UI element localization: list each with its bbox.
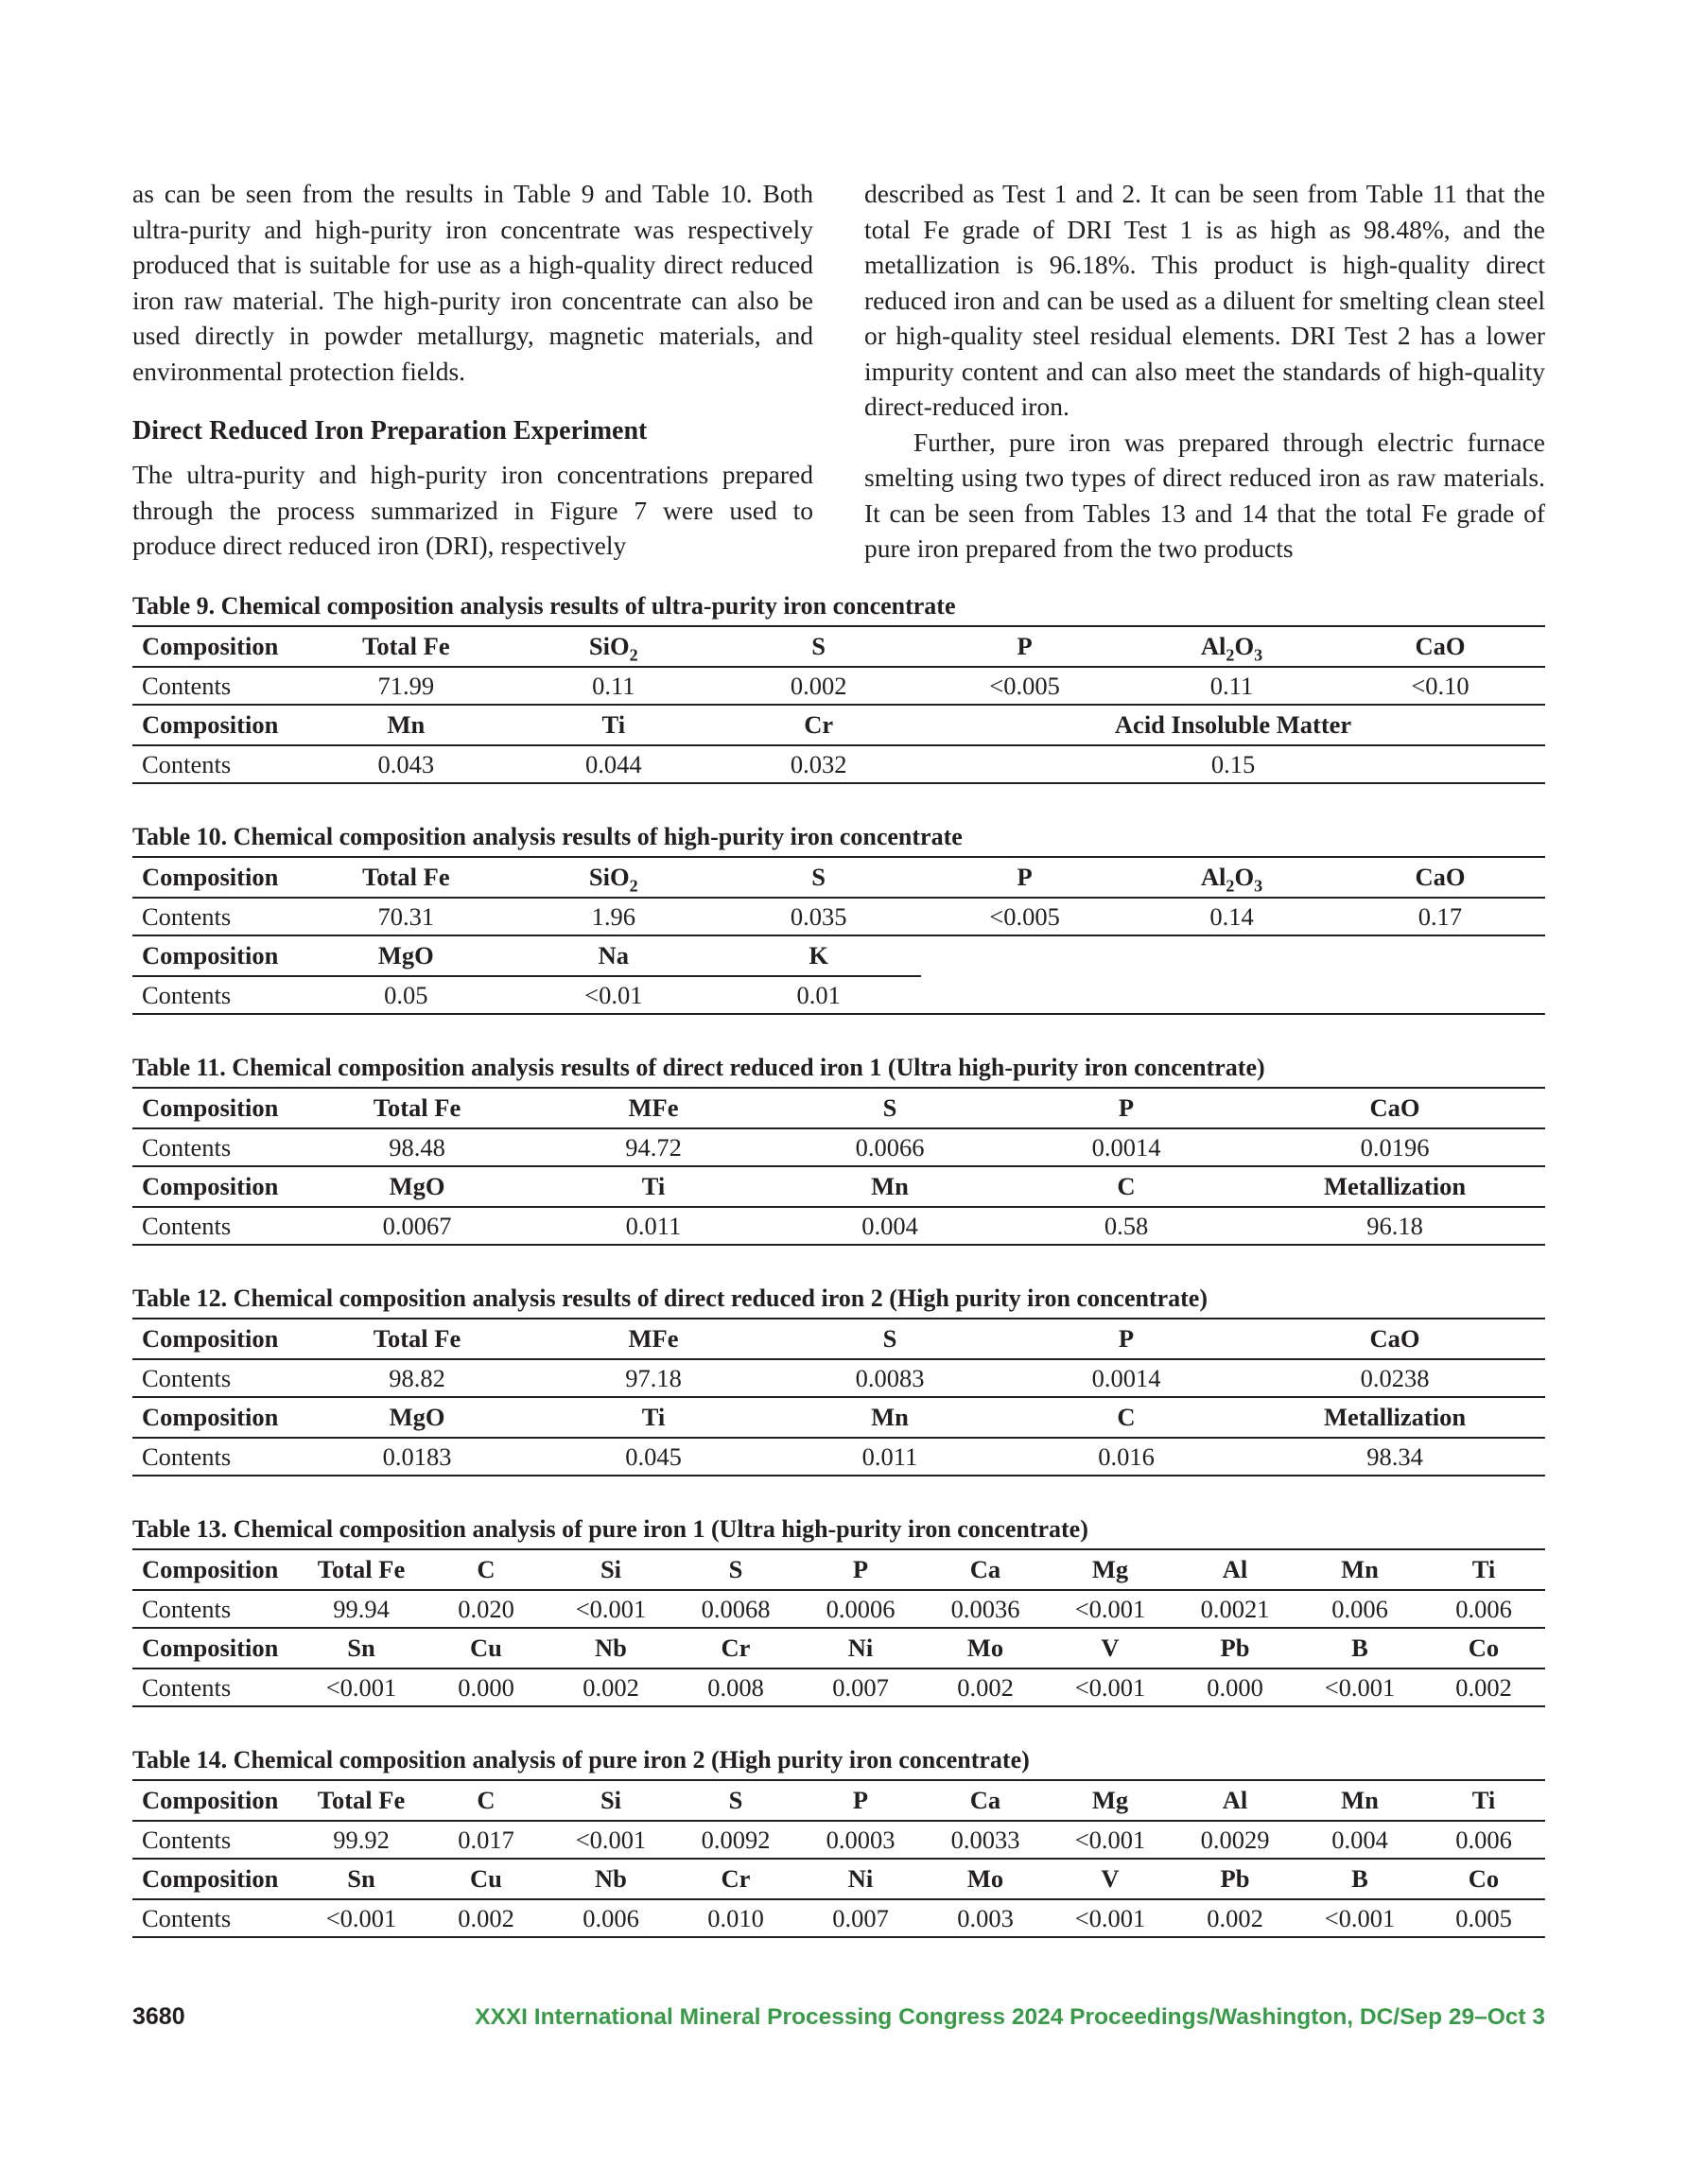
row-label: Composition bbox=[132, 1780, 299, 1821]
table-cell: 0.11 bbox=[1128, 667, 1335, 705]
column-header: Co bbox=[1422, 1628, 1545, 1669]
table-header-row bbox=[132, 1319, 1545, 1359]
table-cell: 0.01 bbox=[716, 976, 921, 1014]
table-cell: <0.001 bbox=[299, 1669, 424, 1706]
column-header: Total Fe bbox=[299, 1549, 424, 1590]
page-number: 3680 bbox=[132, 2003, 185, 2030]
column-header: Ni bbox=[798, 1859, 923, 1899]
column-header: Ni bbox=[798, 1628, 923, 1669]
column-header: C bbox=[424, 1549, 548, 1590]
table-header-row bbox=[132, 935, 1545, 976]
table-cell: 0.0029 bbox=[1173, 1821, 1297, 1859]
table-cell: <0.10 bbox=[1335, 667, 1545, 705]
table-cell: <0.01 bbox=[511, 976, 716, 1014]
column-header: SiO$_2$ bbox=[511, 857, 716, 898]
table-row bbox=[132, 1590, 1545, 1628]
table-header-row bbox=[132, 1166, 1545, 1207]
table-header-row bbox=[132, 1549, 1545, 1590]
column-header: Total Fe bbox=[299, 1319, 535, 1359]
table-cell: 71.99 bbox=[301, 667, 511, 705]
table-cell: 0.008 bbox=[673, 1669, 798, 1706]
table-cell: 0.0067 bbox=[299, 1207, 535, 1245]
column-header: Mo bbox=[923, 1628, 1048, 1669]
table-cell: 0.0196 bbox=[1244, 1128, 1545, 1166]
table-cell: 0.05 bbox=[301, 976, 511, 1014]
column-header: Ti bbox=[511, 705, 716, 745]
column-header: Pb bbox=[1173, 1859, 1297, 1899]
row-label: Composition bbox=[132, 1397, 299, 1438]
column-header: Ti bbox=[535, 1397, 772, 1438]
column-header: Ca bbox=[923, 1549, 1048, 1590]
data-table bbox=[132, 1548, 1545, 1707]
column-header: Acid Insoluble Matter bbox=[921, 705, 1545, 745]
table-cell: <0.005 bbox=[921, 667, 1128, 705]
table-cell: <0.001 bbox=[548, 1590, 673, 1628]
table-cell: 0.0036 bbox=[923, 1590, 1048, 1628]
column-header: MgO bbox=[299, 1397, 535, 1438]
table-cell: 0.11 bbox=[511, 667, 716, 705]
column-header: $Al_2O_3$ bbox=[1128, 626, 1335, 667]
column-header: Cr bbox=[673, 1628, 798, 1669]
table-cell: 0.006 bbox=[1422, 1590, 1545, 1628]
table-cell: 0.17 bbox=[1335, 898, 1545, 935]
table-cell: <0.001 bbox=[1048, 1821, 1173, 1859]
column-header: B bbox=[1297, 1628, 1422, 1669]
column-header: Mn bbox=[772, 1397, 1008, 1438]
column-header: Ca bbox=[923, 1780, 1048, 1821]
table-header-row bbox=[132, 1628, 1545, 1669]
body-paragraph: described as Test 1 and 2. It can be seen from Table 11 that the total Fe grade of DRI Test 1 is as high as 98.48%, and the metallization is 96.18%. This product is high-quality direct reduced iron and can be used as a diluent for smelting clean steel or high-quality steel residual elements. DRI Test 2 has a lower impurity content and can also meet the standards of high-quality direct-reduced iron. bbox=[864, 179, 1545, 421]
table-cell: 0.006 bbox=[1422, 1821, 1545, 1859]
table-cell: 70.31 bbox=[301, 898, 511, 935]
column-header: MFe bbox=[535, 1088, 772, 1128]
table-cell: 0.032 bbox=[716, 745, 921, 783]
table-cell: 98.82 bbox=[299, 1359, 535, 1397]
right-column bbox=[864, 176, 1545, 567]
column-header: C bbox=[424, 1780, 548, 1821]
column-header: Metallization bbox=[1244, 1166, 1545, 1207]
table-cell: <0.005 bbox=[921, 898, 1128, 935]
empty-cell bbox=[1128, 935, 1335, 976]
row-label: Contents bbox=[132, 1590, 299, 1628]
table-cell: <0.001 bbox=[548, 1821, 673, 1859]
table-cell: 0.004 bbox=[772, 1207, 1008, 1245]
column-header: P bbox=[798, 1549, 923, 1590]
table-cell: 0.003 bbox=[923, 1899, 1048, 1937]
table-cell: <0.001 bbox=[1048, 1669, 1173, 1706]
table-cell: 0.002 bbox=[548, 1669, 673, 1706]
column-header: P bbox=[921, 857, 1128, 898]
section-heading: Direct Reduced Iron Preparation Experiment bbox=[132, 416, 648, 446]
column-header: Mn bbox=[772, 1166, 1008, 1207]
table-header-row bbox=[132, 1088, 1545, 1128]
table-header-row bbox=[132, 705, 1545, 745]
column-header: MgO bbox=[301, 935, 511, 976]
table-cell bbox=[1335, 976, 1545, 1014]
table-cell: 0.0092 bbox=[673, 1821, 798, 1859]
row-label: Contents bbox=[132, 976, 301, 1014]
table-row bbox=[132, 1359, 1545, 1397]
table-row bbox=[132, 1669, 1545, 1706]
column-header: Si bbox=[548, 1780, 673, 1821]
row-label: Composition bbox=[132, 935, 301, 976]
table-row bbox=[132, 1438, 1545, 1476]
data-table bbox=[132, 1779, 1545, 1938]
table-cell: 0.007 bbox=[798, 1899, 923, 1937]
row-label: Contents bbox=[132, 667, 301, 705]
table-header-row bbox=[132, 626, 1545, 667]
table-cell: 0.035 bbox=[716, 898, 921, 935]
row-label: Composition bbox=[132, 1088, 299, 1128]
table-cell bbox=[1128, 976, 1335, 1014]
table-12 bbox=[132, 1284, 1545, 1476]
table-row bbox=[132, 1128, 1545, 1166]
left-column bbox=[132, 176, 813, 567]
column-header: P bbox=[921, 626, 1128, 667]
column-header: B bbox=[1297, 1859, 1422, 1899]
table-row bbox=[132, 898, 1545, 935]
row-label: Composition bbox=[132, 1628, 299, 1669]
body-paragraph: Further, pure iron was prepared through electric furnace smelting using two types of direct reduced iron as raw materials. It can be seen from Tables 13 and 14 that the total Fe grade of pure iron prepared from the two products bbox=[864, 427, 1545, 563]
column-header: Mn bbox=[1297, 1780, 1422, 1821]
table-cell: 0.002 bbox=[716, 667, 921, 705]
table-cell: 0.002 bbox=[923, 1669, 1048, 1706]
table-cell: 0.0183 bbox=[299, 1438, 535, 1476]
column-header: Ti bbox=[535, 1166, 772, 1207]
row-label: Composition bbox=[132, 705, 301, 745]
data-table bbox=[132, 1318, 1545, 1476]
column-header: Metallization bbox=[1244, 1397, 1545, 1438]
column-header: Total Fe bbox=[299, 1780, 424, 1821]
row-label: Contents bbox=[132, 898, 301, 935]
table-cell: 0.14 bbox=[1128, 898, 1335, 935]
data-table bbox=[132, 856, 1545, 1015]
table-row bbox=[132, 1899, 1545, 1937]
table-cell: 0.0068 bbox=[673, 1590, 798, 1628]
row-label: Composition bbox=[132, 1549, 299, 1590]
row-label: Composition bbox=[132, 857, 301, 898]
column-header: CaO bbox=[1244, 1088, 1545, 1128]
table-caption: Table 11. Chemical composition analysis results of direct reduced iron 1 (Ultra high-purity iron concentrate) bbox=[132, 1053, 1265, 1081]
column-header: Ti bbox=[1422, 1780, 1545, 1821]
column-header: MgO bbox=[299, 1166, 535, 1207]
column-header: S bbox=[716, 626, 921, 667]
table-cell: <0.001 bbox=[1048, 1590, 1173, 1628]
column-header: S bbox=[673, 1780, 798, 1821]
table-cell: 0.0033 bbox=[923, 1821, 1048, 1859]
column-header: S bbox=[716, 857, 921, 898]
column-header: S bbox=[772, 1088, 1008, 1128]
table-header-row bbox=[132, 1780, 1545, 1821]
column-header: S bbox=[772, 1319, 1008, 1359]
table-cell: 0.010 bbox=[673, 1899, 798, 1937]
column-header: Ti bbox=[1422, 1549, 1545, 1590]
table-cell: 0.004 bbox=[1297, 1821, 1422, 1859]
row-label: Composition bbox=[132, 1166, 299, 1207]
table-cell: 0.043 bbox=[301, 745, 511, 783]
column-header: Al bbox=[1173, 1780, 1297, 1821]
column-header: Nb bbox=[548, 1859, 673, 1899]
table-cell: 99.92 bbox=[299, 1821, 424, 1859]
table-caption: Table 12. Chemical composition analysis results of direct reduced iron 2 (High purity iron concentrate) bbox=[132, 1284, 1209, 1312]
column-header: Total Fe bbox=[301, 857, 511, 898]
column-header: Sn bbox=[299, 1859, 424, 1899]
table-11 bbox=[132, 1053, 1545, 1246]
column-header: Mg bbox=[1048, 1780, 1173, 1821]
tables-section bbox=[132, 591, 1545, 1938]
table-cell: 0.044 bbox=[511, 745, 716, 783]
column-header: C bbox=[1008, 1166, 1244, 1207]
column-header: Mg bbox=[1048, 1549, 1173, 1590]
table-13 bbox=[132, 1514, 1545, 1707]
table-cell: 0.006 bbox=[1297, 1590, 1422, 1628]
column-header: Pb bbox=[1173, 1628, 1297, 1669]
table-cell: 0.0238 bbox=[1244, 1359, 1545, 1397]
empty-cell bbox=[921, 935, 1128, 976]
column-header: Cu bbox=[424, 1859, 548, 1899]
row-label: Composition bbox=[132, 1859, 299, 1899]
table-caption: Table 10. Chemical composition analysis results of high-purity iron concentrate bbox=[132, 822, 963, 850]
column-header: Nb bbox=[548, 1628, 673, 1669]
table-cell: 0.0003 bbox=[798, 1821, 923, 1859]
column-header: C bbox=[1008, 1397, 1244, 1438]
body-paragraph: The ultra-purity and high-purity iron concentrations prepared through the process summarized in Figure 7 were used to produce direct reduced iron (DRI), respectively bbox=[132, 460, 813, 560]
table-cell: 0.045 bbox=[535, 1438, 772, 1476]
row-label: Composition bbox=[132, 1319, 299, 1359]
table-caption: Table 9. Chemical composition analysis results of ultra-purity iron concentrate bbox=[132, 591, 956, 620]
table-header-row bbox=[132, 1859, 1545, 1899]
table-cell: 0.011 bbox=[772, 1438, 1008, 1476]
table-row bbox=[132, 976, 1545, 1014]
table-10 bbox=[132, 822, 1545, 1015]
column-header: P bbox=[1008, 1319, 1244, 1359]
table-cell: 0.016 bbox=[1008, 1438, 1244, 1476]
row-label: Contents bbox=[132, 1207, 299, 1245]
column-header: Al bbox=[1173, 1549, 1297, 1590]
table-cell: 0.000 bbox=[1173, 1669, 1297, 1706]
data-table bbox=[132, 1087, 1545, 1246]
table-cell: 98.48 bbox=[299, 1128, 535, 1166]
table-cell: 0.0014 bbox=[1008, 1359, 1244, 1397]
column-header: Co bbox=[1422, 1859, 1545, 1899]
table-cell: 0.002 bbox=[424, 1899, 548, 1937]
row-label: Contents bbox=[132, 1128, 299, 1166]
table-cell: <0.001 bbox=[1048, 1899, 1173, 1937]
table-caption: Table 13. Chemical composition analysis of pure iron 1 (Ultra high-purity iron concentrate) bbox=[132, 1514, 1088, 1543]
table-cell: <0.001 bbox=[299, 1899, 424, 1937]
table-row bbox=[132, 745, 1545, 783]
row-label: Contents bbox=[132, 745, 301, 783]
page-content bbox=[132, 176, 1545, 1938]
column-header: Sn bbox=[299, 1628, 424, 1669]
table-cell: <0.001 bbox=[1297, 1669, 1422, 1706]
column-header: V bbox=[1048, 1859, 1173, 1899]
column-header: P bbox=[798, 1780, 923, 1821]
column-header: Na bbox=[511, 935, 716, 976]
table-cell: 1.96 bbox=[511, 898, 716, 935]
table-cell: 0.58 bbox=[1008, 1207, 1244, 1245]
table-cell: 0.0021 bbox=[1173, 1590, 1297, 1628]
table-row bbox=[132, 1207, 1545, 1245]
column-header: SiO$_2$ bbox=[511, 626, 716, 667]
table-cell bbox=[921, 976, 1128, 1014]
column-header: K bbox=[716, 935, 921, 976]
table-cell: 0.005 bbox=[1422, 1899, 1545, 1937]
column-header: Si bbox=[548, 1549, 673, 1590]
table-cell: 98.34 bbox=[1244, 1438, 1545, 1476]
table-14 bbox=[132, 1745, 1545, 1938]
column-header: Mn bbox=[1297, 1549, 1422, 1590]
table-cell: 0.020 bbox=[424, 1590, 548, 1628]
column-header: Cr bbox=[673, 1859, 798, 1899]
table-cell: <0.001 bbox=[1297, 1899, 1422, 1937]
table-cell: 0.0083 bbox=[772, 1359, 1008, 1397]
table-cell: 0.002 bbox=[1422, 1669, 1545, 1706]
table-cell: 0.011 bbox=[535, 1207, 772, 1245]
row-label: Contents bbox=[132, 1359, 299, 1397]
table-cell: 0.0014 bbox=[1008, 1128, 1244, 1166]
column-header: CaO bbox=[1244, 1319, 1545, 1359]
column-header: Cr bbox=[716, 705, 921, 745]
table-cell: 97.18 bbox=[535, 1359, 772, 1397]
column-header: CaO bbox=[1335, 626, 1545, 667]
table-cell: 0.15 bbox=[921, 745, 1545, 783]
column-header: V bbox=[1048, 1628, 1173, 1669]
table-row bbox=[132, 667, 1545, 705]
data-table bbox=[132, 625, 1545, 784]
column-header: Cu bbox=[424, 1628, 548, 1669]
column-header: Mo bbox=[923, 1859, 1048, 1899]
conference-footer: XXXI International Mineral Processing Congress 2024 Proceedings/Washington, DC/Sep 29–Oct 3 bbox=[475, 2004, 1545, 2030]
table-cell: 0.0066 bbox=[772, 1128, 1008, 1166]
two-column-text bbox=[132, 176, 1545, 567]
table-cell: 99.94 bbox=[299, 1590, 424, 1628]
row-label: Composition bbox=[132, 626, 301, 667]
column-header: $Al_2O_3$ bbox=[1128, 857, 1335, 898]
table-header-row bbox=[132, 857, 1545, 898]
column-header: CaO bbox=[1335, 857, 1545, 898]
table-cell: 0.000 bbox=[424, 1669, 548, 1706]
row-label: Contents bbox=[132, 1821, 299, 1859]
column-header: P bbox=[1008, 1088, 1244, 1128]
table-header-row bbox=[132, 1397, 1545, 1438]
table-cell: 96.18 bbox=[1244, 1207, 1545, 1245]
table-9 bbox=[132, 591, 1545, 784]
row-label: Contents bbox=[132, 1669, 299, 1706]
table-caption: Table 14. Chemical composition analysis of pure iron 2 (High purity iron concentrate) bbox=[132, 1745, 1030, 1773]
page-footer bbox=[132, 2003, 1545, 2031]
table-cell: 0.006 bbox=[548, 1899, 673, 1937]
row-label: Contents bbox=[132, 1438, 299, 1476]
empty-cell bbox=[1335, 935, 1545, 976]
body-paragraph: as can be seen from the results in Table 9 and Table 10. Both ultra-purity and high-purity iron concentrate was respectively produced that is suitable for use as a high-quality direct reduced iron raw material. The high-purity iron concentrate can also be used directly in powder metallurgy, magnetic materials, and environmental protection fields. bbox=[132, 179, 813, 386]
column-header: S bbox=[673, 1549, 798, 1590]
column-header: Mn bbox=[301, 705, 511, 745]
column-header: MFe bbox=[535, 1319, 772, 1359]
table-cell: 0.007 bbox=[798, 1669, 923, 1706]
table-cell: 0.017 bbox=[424, 1821, 548, 1859]
row-label: Contents bbox=[132, 1899, 299, 1937]
table-cell: 0.0006 bbox=[798, 1590, 923, 1628]
column-header: Total Fe bbox=[299, 1088, 535, 1128]
table-cell: 94.72 bbox=[535, 1128, 772, 1166]
column-header: Total Fe bbox=[301, 626, 511, 667]
table-cell: 0.002 bbox=[1173, 1899, 1297, 1937]
table-row bbox=[132, 1821, 1545, 1859]
